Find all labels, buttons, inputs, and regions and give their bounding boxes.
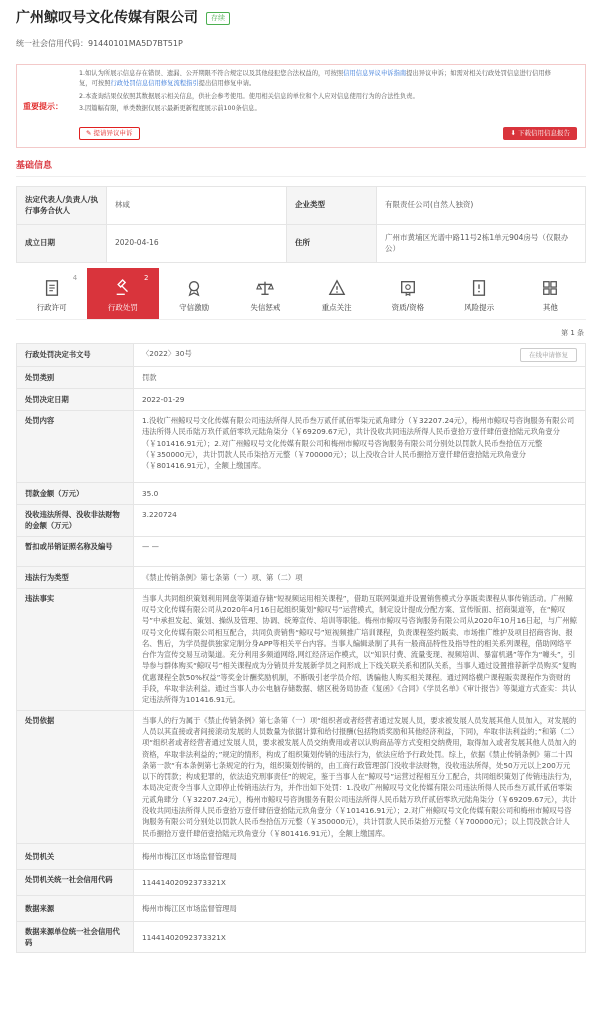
credit-code-label: 统一社会信用代码：: [16, 39, 88, 49]
trust-icon: [184, 278, 204, 298]
record-counter: 第 1 条: [561, 329, 584, 337]
tab-label: 其他: [542, 303, 558, 312]
table-key: 暂扣或吊销证照名称及编号: [17, 536, 134, 566]
table-row: [17, 588, 586, 710]
table-key: 违法事实: [17, 588, 134, 710]
table-key: 罚款金额（万元）: [17, 483, 134, 505]
table-value: 梅州市梅江区市场监督管理局: [134, 843, 586, 869]
table-value: 广州市黄埔区光谱中路11号2栋1单元904房号（仅限办公）: [377, 225, 586, 263]
table-value: 梅州市梅江区市场监督管理局: [134, 895, 586, 921]
tab-label: 风险提示: [464, 303, 495, 312]
table-value: 当事人共同组织策划利用网盘等渠道存储“短视频运用相关课程”，借助互联网渠道并设置销售模式分享販卖课程从事传销活动。广州鲸叹号文化传媒有限公司从2020年4月16日起组织策划“鲸叹号”运营模式，制定设计提成分配方案、宣传版面、招商渠道等，在“鲸叹号”中承担发起、策划、操纵及管理、协调、统筹宣传、培训等职能。梅州市鲸叹号咨询服务有限公司从2020年10月16日起，与广州鲸叹号文化传媒有限公司相互配合，共同负责销售“鲸叹号”短视频推广培训课程，负责课程签约販卖、市场推广维护及项目招商咨询、报名、售后，为学员提供独家定制分身APP等相关平台内容。当事人编辑录制了具有一般商品特性及指导性的相关系列课程，借助网络平台作为宣传交易互动渠道。充分利用多频道网络,网红经济运作模式，以“知识付费、流量变现、视频培训、暴富机遇”等作为“噱头”，引导参与群体购买“鲸叹号”相关课程成为分销员并发展新学员之间形成上下线关联关系和团队关系，当事人通过设置推荐新学员购买“复购优惠课程全款50%权益”等奖金计酬奖励机制，不断吸引老学员介绍、诱骗他人购买相关课程。通过网络横户课程販卖课程作为资财的手段，牟取非法利益。通过当事人办公电脑存储数据、辖区税务局协查《复函》《合同》《学员名单》《审计报告》等渠道方式查实：共认定违法所得为101416.91元。: [134, 588, 586, 710]
category-tabs: [16, 268, 586, 320]
table-key: 企业类型: [287, 187, 377, 225]
tab-dishonesty-penalty[interactable]: [230, 268, 301, 319]
qualification-icon: [398, 278, 418, 298]
table-key: 法定代表人/负责人/执行事务合伙人: [17, 187, 107, 225]
company-header: [0, 0, 600, 60]
edit-icon: ✎: [86, 129, 94, 137]
risk-icon: [469, 278, 489, 298]
table-row: [17, 843, 586, 869]
table-key: 处罚依据: [17, 710, 134, 843]
gavel-icon: [113, 278, 133, 298]
table-row: [17, 921, 586, 953]
focus-icon: [327, 278, 347, 298]
tab-label: 失信惩戒: [250, 303, 281, 312]
objection-guide-link[interactable]: 信用信息异议申诉指南: [343, 70, 407, 77]
important-notice: [16, 64, 586, 148]
download-icon: ⬇: [510, 129, 518, 137]
table-key: 成立日期: [17, 225, 107, 263]
table-value: 3.220724: [134, 505, 586, 537]
table-value: 当事人的行为属于《禁止传销条例》第七条第（一）项“组织者或者经营者通过发展人员，要求被发展人员发展其他人员加入，对发展的人员以其直接或者间接滚动发展的人员数量为依据计算和给付报酬(包括物质奖励和其他经济利益，下同)，牟取非法利益的；”和第（二）项“组织者或者经营者通过发展人员，要求被发展人员交纳费用或者以认购商品等方式变相交纳费用，取得加入或者发展其他人员加入的资格，牟取非法利益的；”规定的情形，构成了组织策划传销的违法行为，依法应给予行政处罚。综上，依据《禁止传销条例》第二十四条第一款“有本条例第七条规定的行为，组织策划传销的，由工商行政管理部门没收非法财物，没收违法所得，处50万元以上200万元以下的罚款；构成犯罪的，依法追究刑事责任”的规定，鉴于当事人在“鲸叹号”运营过程相互分工配合，共同组织策划了传销违法行为，本局决定责令当事人立即停止传销违法行为，并作出如下处罚：1.没收广州鲸叹号文化传媒有限公司违法所得人民币叁万贰仟贰佰零柒元贰角肆分（￥32207.24元），梅州市鲸叹号咨询服务有限公司违法所得人民币陆万玖仟贰佰零玖元陆角柒分（￥69209.67元），共计没收共同违法所得人民币壹拾万壹仟肆佰壹拾陆元玖角壹分（￥101416.91元）；2.对广州鲸叹号文化传媒有限公司和梅州市鲸叹号咨询服务有限公司分别处以罚款人民币叁拾伍万元整（￥350000元），共计罚款人民币柒拾万元整（￥700000元）；以上罚没款合计人民币捌拾万壹仟肆佰壹拾陆元玖角壹分（￥801416.91元），全额上缴国库。: [134, 710, 586, 843]
table-value: 11441402092373321X: [134, 921, 586, 953]
tab-count: 2: [144, 274, 149, 282]
company-name: 广州鲸叹号文化传媒有限公司: [16, 10, 198, 26]
table-row: [17, 895, 586, 921]
table-row: [17, 389, 586, 411]
table-value: 林咸: [107, 187, 287, 225]
table-row: [17, 505, 586, 537]
table-value: 2022-01-29: [134, 389, 586, 411]
objection-button-label: 提请异议申诉: [93, 129, 133, 137]
tab-label: 守信激励: [179, 303, 210, 312]
table-key: 处罚机关统一社会信用代码: [17, 869, 134, 895]
table-row: [17, 536, 586, 566]
tab-admin-permit[interactable]: [16, 268, 87, 319]
section-divider: [16, 176, 586, 177]
objection-button[interactable]: [79, 127, 140, 140]
tab-other[interactable]: [515, 268, 586, 319]
notice-text: [79, 69, 557, 117]
permit-icon: [42, 278, 62, 298]
notice-title: 重要提示：: [23, 102, 63, 111]
download-button-label: 下载信用信息报告: [518, 129, 570, 137]
table-key: 数据来源: [17, 895, 134, 921]
table-row: [17, 367, 586, 389]
notice-line-1-text-a: 1.如认为所展示信息存在错误、遗漏、公开期限不符合规定以及其他侵犯您合法权益的，可按照: [79, 70, 344, 77]
basic-info-table: [16, 186, 586, 263]
tab-admin-penalty[interactable]: [87, 268, 158, 319]
table-value: 1.没收广州鲸叹号文化传媒有限公司违法所得人民币叁万贰仟贰佰零柒元贰角肆分（￥32207.24元），梅州市鲸叹号咨询服务有限公司违法所得人民币陆万玖仟贰佰零玖元陆角柒分（￥69209.67元），共计没收共同违法所得人民币壹拾万壹仟肆佰壹拾陆元玖角壹分（￥101416.91元）；2.对广州鲸叹号文化传媒有限公司和梅州市鲸叹号咨询服务有限公司分别处以罚款人民币叁拾伍万元整（￥350000元），共计罚款人民币柒拾万元整（￥700000元）；以上没收合计人民币捌拾万壹仟肆佰壹拾陆元玖角壹分（￥801416.91元），全额上缴国库。: [134, 411, 586, 483]
table-row: [17, 411, 586, 483]
credit-code-value: 91440101MA5D7BT51P: [88, 39, 183, 49]
table-value: 2020-04-16: [107, 225, 287, 263]
tab-label: 资质/资格: [391, 303, 425, 312]
table-value: 有限责任公司(自然人独资): [377, 187, 586, 225]
credit-repair-guide-link[interactable]: 行政处罚信息信用修复流程指引: [110, 79, 199, 87]
download-report-button[interactable]: [503, 127, 577, 140]
table-row: [17, 566, 586, 588]
table-key: 住所: [287, 225, 377, 263]
penalty-detail-table: [16, 343, 586, 953]
table-value: [134, 344, 586, 367]
table-value: 11441402092373321X: [134, 869, 586, 895]
notice-line-3: 3.因篇幅有限，单类数据仅展示最新更新程度展示前100条信息。: [79, 105, 261, 113]
table-key: 违法行为类型: [17, 566, 134, 588]
tab-label: 行政处罚: [107, 303, 138, 312]
table-row: [17, 225, 586, 263]
table-key: 没收违法所得、没收非法财物的金额（万元）: [17, 505, 134, 537]
table-row: [17, 483, 586, 505]
credit-code: [16, 38, 584, 50]
tab-key-focus[interactable]: [301, 268, 372, 319]
table-row: [17, 344, 586, 367]
table-key: 行政处罚决定书文号: [17, 344, 134, 367]
table-key: 处罚类别: [17, 367, 134, 389]
table-key: 处罚决定日期: [17, 389, 134, 411]
table-value: 罚款: [134, 367, 586, 389]
tab-qualification[interactable]: [372, 268, 443, 319]
status-badge: 存续: [206, 12, 230, 25]
table-key: 处罚机关: [17, 843, 134, 869]
table-value: 《禁止传销条例》第七条第（一）项、第（二）项: [134, 566, 586, 588]
table-row: [17, 187, 586, 225]
online-repair-button[interactable]: 在线申请修复: [520, 348, 577, 362]
notice-line-1-text-c: 提出信用修复申请。: [198, 79, 256, 87]
decision-number: 〈2022〉30号: [142, 349, 192, 358]
table-row: [17, 869, 586, 895]
scale-icon: [255, 278, 275, 298]
tab-count: 4: [72, 274, 78, 282]
tab-trust-incentive[interactable]: [159, 268, 230, 319]
basic-info-title: 基础信息: [16, 161, 53, 171]
tab-label: 重点关注: [321, 303, 352, 312]
tab-risk-warning[interactable]: [444, 268, 515, 319]
table-key: 处罚内容: [17, 411, 134, 483]
notice-line-1-text-b: 提出异议申诉；如需对相关行政处罚信息进行信用修复，可按照: [79, 70, 551, 87]
table-key: 数据来源单位统一社会信用代码: [17, 921, 134, 953]
table-value: 35.0: [134, 483, 586, 505]
notice-line-2: 2.本查询结果仅依照其数据展示相关信息，供社会参考使用。使用相关信息的单位和个人应对信息使用行为的合法性负责。: [79, 92, 419, 100]
table-row: [17, 710, 586, 843]
table-value: — —: [134, 536, 586, 566]
notice-line-1: [79, 69, 557, 89]
other-icon: [540, 278, 560, 298]
tab-label: 行政许可: [36, 303, 67, 312]
